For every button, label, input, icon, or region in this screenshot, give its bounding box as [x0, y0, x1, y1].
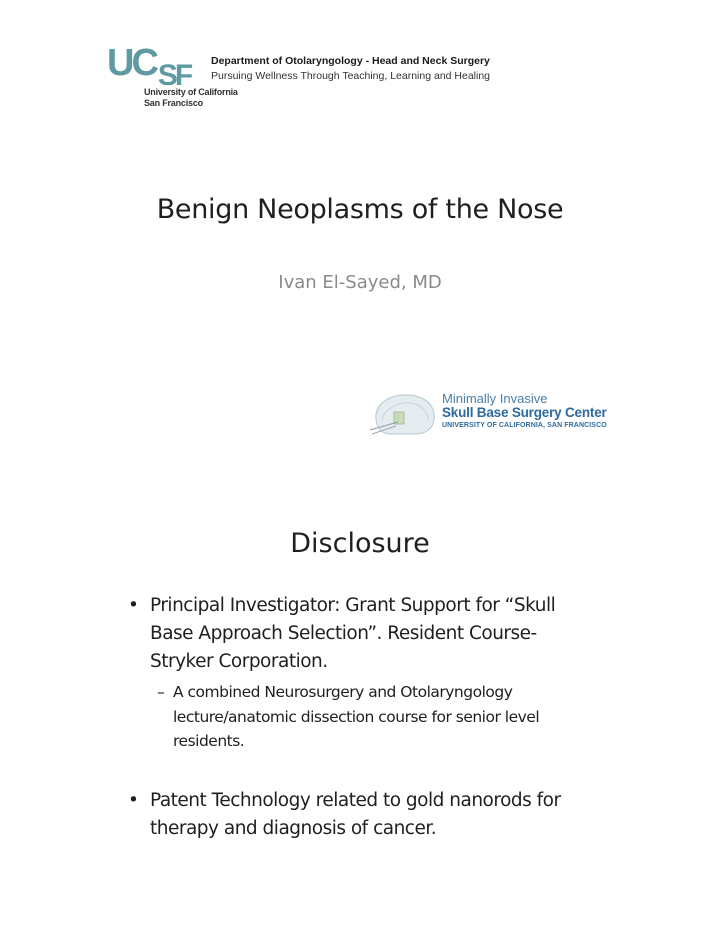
skull-illustration-icon — [368, 390, 440, 440]
ucsf-university-line1: University of California — [144, 87, 238, 97]
ucsf-university-name — [144, 87, 238, 109]
slide-title: Benign Neoplasms of the Nose — [156, 194, 564, 225]
ucsf-wordmark — [107, 42, 191, 92]
department-tagline: Pursuing Wellness Through Teaching, Learning and Healing — [211, 70, 491, 82]
skull-logo-line1: Minimally Invasive — [442, 391, 548, 406]
bullet-dot-icon: • — [128, 595, 139, 616]
slide-author: Ivan El-Sayed, MD — [278, 272, 442, 293]
disclosure-title: Disclosure — [290, 528, 430, 559]
sub-bullet-text: A combined Neurosurgery and Otolaryngology lecture/anatomic dissection course for senior level residents. — [173, 683, 540, 750]
skull-logo-line3: UNIVERSITY OF CALIFORNIA, SAN FRANCISCO — [442, 422, 607, 429]
department-header — [211, 54, 490, 84]
skull-base-center-text — [442, 392, 607, 430]
bullet-dot-icon: • — [128, 790, 139, 811]
skull-base-center-logo — [368, 386, 618, 442]
bullet-item — [128, 787, 608, 847]
sub-bullet-dash-icon: – — [157, 683, 165, 701]
ucsf-wordmark-sf: SF — [157, 59, 191, 92]
ucsf-university-line2: San Francisco — [144, 98, 203, 108]
department-name: Department of Otolaryngology - Head and Neck Surgery — [211, 55, 490, 67]
bullet-item — [128, 592, 608, 682]
bullet-text: Patent Technology related to gold nanorods for therapy and diagnosis of cancer. — [150, 790, 561, 839]
bullet-text: Principal Investigator: Grant Support for “Skull Base Approach Selection”. Resident Course- Stryker Corporation. — [150, 595, 556, 672]
skull-logo-line2: Skull Base Surgery Center — [442, 405, 607, 420]
ucsf-wordmark-uc: UC — [107, 42, 156, 84]
